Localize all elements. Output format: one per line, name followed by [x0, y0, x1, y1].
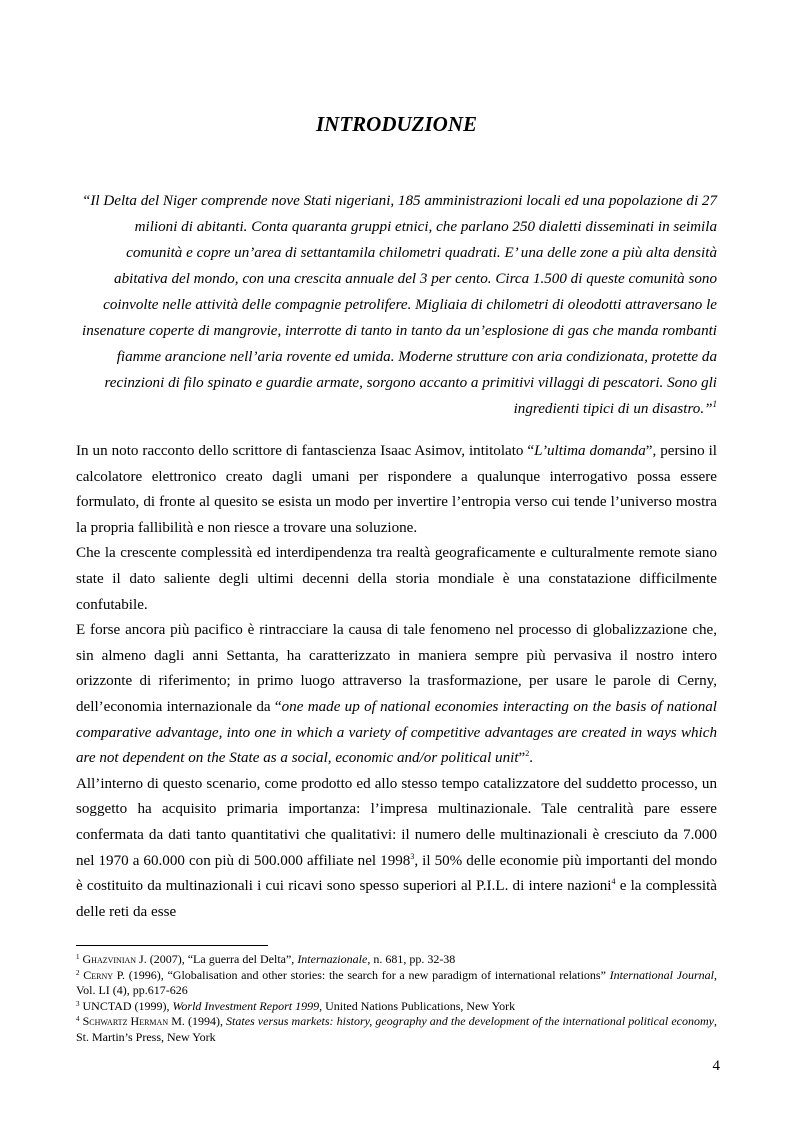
footnote-ref: 4 [611, 877, 616, 887]
footnote-author: Schwartz Herman [82, 1014, 169, 1028]
text-run: , St. Martin’s Press, New York [76, 1014, 718, 1044]
paragraph [76, 439, 717, 541]
text-run: All’interno di questo scenario, come prodotto ed allo stesso tempo catalizzatore del suddetto processo, un soggetto ha acquisito primaria importanza: l’impresa multinazionale. Tale centralità pare essere confermata da dati tanto quantitativi che qualitativi: il numero delle multinazionali è cresciuto da 7.000 nel 1970 a 60.000 con più di 500.000 affiliate nel 1998 [76, 775, 717, 869]
footnote-ref: 3 [410, 851, 415, 861]
text-run: . [529, 750, 534, 767]
footnote-ref: 2 [525, 749, 530, 759]
text-run: E forse ancora più pacifico è rintracciare la causa di tale fenomeno nel processo di globalizzazione che, sin almeno dagli anni Settanta, ha caratterizzato in maniera sempre più pervasiva il nostro intero orizzonte di riferimento; in primo luogo attraverso la trasformazione, per usare le parole di Cerny, dell’economia internazionale da “ [76, 622, 717, 715]
text-run: ”, persino il calcolatore elettronico creato dagli umani per rispondere a qualunque interrogativo possa essere formulato, di fronte al quesito se esista un modo per invertire l’entropia verso cui tende l’universo mostra la propria fallibilità e non riesce a trovare una soluzione. [76, 443, 718, 536]
text-run: UNCTAD (1999), [82, 998, 173, 1013]
text-run: , Vol. LI (4), pp.617-626 [76, 967, 717, 997]
publication-title: International Journal [609, 967, 714, 982]
footnote [76, 999, 717, 1015]
text-run: e la complessità delle reti da esse [76, 878, 717, 920]
quoted-text: one made up of national economies interacting on the basis of national comparative advantage, into one in which a variety of competitive advantages are created in ways which are not dependent on the State as a social, economic and/or political unit [76, 698, 717, 767]
footnote-author: Ghazvinian [82, 952, 137, 966]
paragraph [76, 772, 717, 926]
footnote [76, 968, 717, 999]
paragraph [76, 618, 717, 772]
text-run: In un noto racconto dello scrittore di fantascienza Isaac Asimov, intitolato “ [76, 443, 535, 459]
body-text [76, 439, 717, 925]
publication-title: Internazionale [297, 952, 368, 966]
text-run: M. (1994), [168, 1014, 227, 1028]
text-run: J. (2007), “La guerra del Delta”, [136, 952, 298, 966]
text-run: , United Nations Publications, New York [319, 998, 516, 1013]
footnote-ref: 1 [712, 399, 717, 409]
text-run: , il 50% delle economie più importanti del mondo è costituito da multinazionali i cui ricavi sono spesso superiori al P.I.L. di intere nazioni [76, 852, 717, 895]
text-run: ” [518, 750, 526, 767]
footnote-number: 3 [76, 999, 80, 1008]
footnote [76, 952, 717, 968]
epigraph-quote [76, 188, 717, 422]
footnote-number: 4 [76, 1015, 80, 1023]
story-title: L’ultima domanda [534, 443, 646, 459]
text-run: P. (1996), “Globalisation and other stories: the search for a new paradigm of international relations” [113, 967, 610, 982]
footnote-number: 1 [76, 953, 80, 961]
page-number: 4 [712, 1058, 720, 1074]
paragraph: Che la crescente complessità ed interdipendenza tra realtà geograficamente e culturalmente remote siano state il dato saliente degli ultimi decenni della storia mondiale è una constatazione difficilmente confutabile. [76, 545, 717, 613]
footnotes [76, 952, 717, 1045]
epigraph-text: “Il Delta del Niger comprende nove Stati nigeriani, 185 amministrazioni locali ed una popolazione di 27 milioni di abitanti. Conta quaranta gruppi etnici, che parlano 250 dialetti disseminati in seimila comunità e copre un’area di settantamila chilometri quadrati. E’ una delle zone a più alta densità abitativa del mondo, con una crescita annuale del 3 per cento. Circa 1.500 di queste comunità sono coinvolte nelle attività delle compagnie petrolifere. Migliaia di chilometri di oleodotti attraversano le insenature coperte di mangrovie, interrotte di tanto in tanto da un’esplosione di gas che manda rombanti fiamme arancione nell’aria rovente ed umida. Moderne strutture con aria condizionata, protette da recinzioni di filo spinato e guardie armate, sorgono accanto a primitivi villaggi di pescatori. Sono gli ingredienti tipici di un disastro.” [82, 193, 717, 417]
footnote-separator [76, 945, 268, 946]
text-run: , n. 681, pp. 32-38 [367, 952, 456, 966]
footnote-author: Cerny [83, 967, 113, 982]
publication-title: States versus markets: history, geography and the development of the international political economy [226, 1014, 715, 1028]
publication-title: World Investment Report 1999 [172, 998, 320, 1013]
chapter-title: INTRODUZIONE [315, 112, 477, 136]
footnote [76, 1014, 717, 1045]
footnote-number: 2 [76, 968, 80, 977]
